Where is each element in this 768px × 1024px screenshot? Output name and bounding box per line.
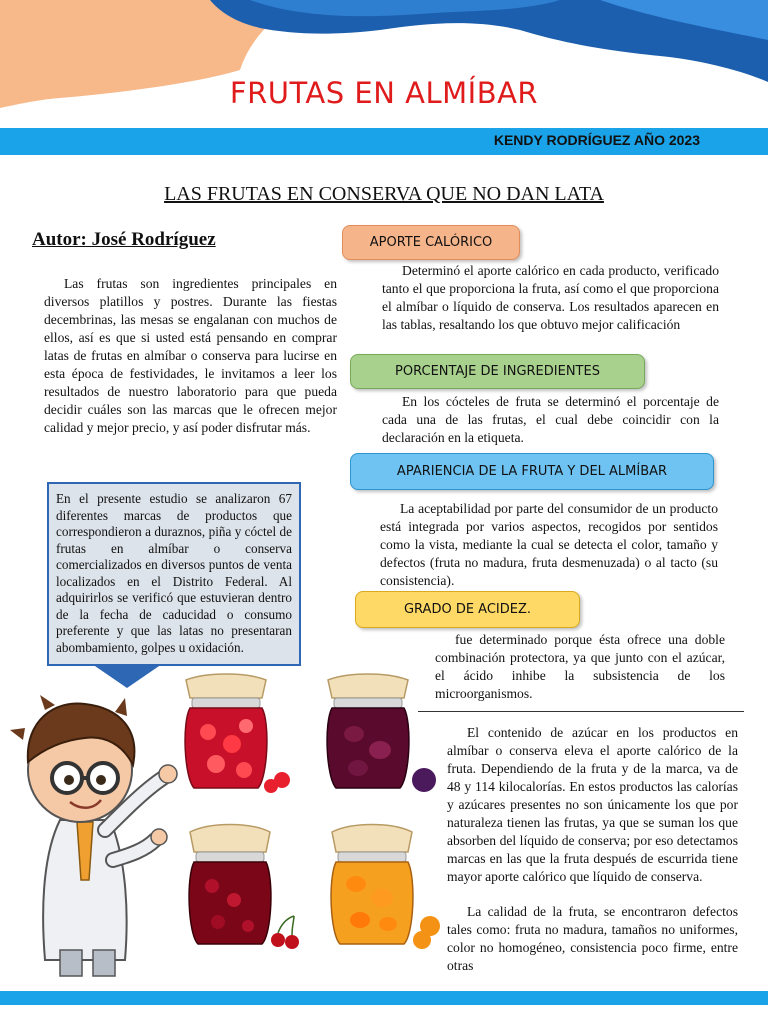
study-callout-box: En el presente estudio se analizaron 67 diferentes marcas de productos que correspondieron a duraznos, piña y cóctel de frutas en almíbar o conserva comercializados en diversos puntos de venta localizados en el Distrito Federal. Al adquirirlos se verificó que estuvieran dentro de la fecha de caducidad o consumo preferente y que las latas no presentaran abombamiento, golpes u oxidación. bbox=[47, 482, 301, 666]
footer-band bbox=[0, 991, 768, 1005]
strawberry-jar bbox=[176, 672, 296, 797]
page-title: FRUTAS EN ALMÍBAR bbox=[229, 76, 539, 110]
tag-aporte-calorico: APORTE CALÓRICO bbox=[342, 225, 520, 260]
plum-jar bbox=[318, 672, 443, 797]
scientist-cartoon bbox=[5, 690, 185, 980]
tag-apariencia: APARIENCIA DE LA FRUTA Y DEL ALMÍBAR bbox=[350, 453, 714, 490]
intro-paragraph: Las frutas son ingredientes principales en diversos platillos y postres. Durante las fiestas decembrinas, las mesas se engalanan con muchos de ellos, así es que si usted está pensando en comprar latas de frutas en almíbar o conserva para lucirse en esta época de festividades, le invitamos a leer los resultados de nuestro laboratorio para que pueda decidir cuáles son las marcas que le ofrecen mejor calidad y mejor precio, y así poder disfrutar más. bbox=[44, 276, 337, 435]
closing-paragraph-1: El contenido de azúcar en los productos en almíbar o conserva eleva el aporte calórico de la fruta. Dependiendo de la fruta y de la marca, va de 48 y 114 kilocalorías. En estos productos las calorías y azúcares presentes no son únicamente los que por naturaleza tienen las frutas, ya que se suman los que absorben del líquido de conserva; por eso detectamos marcas en las que la fruta después de escurrida tiene mayor aporte calórico que líquido de conserva. bbox=[447, 725, 738, 884]
cherry-jar bbox=[176, 822, 306, 957]
article-heading: LAS FRUTAS EN CONSERVA QUE NO DAN LATA bbox=[164, 183, 604, 205]
apricot-jar bbox=[318, 822, 448, 957]
callout-pointer bbox=[90, 664, 170, 690]
section-acidez-text: fue determinado porque ésta ofrece una doble combinación protectora, ya que junto con el azúcar, el ácido inhibe la subsistencia de los microorganismos. bbox=[435, 632, 725, 701]
tag-grado-acidez: GRADO DE ACIDEZ. bbox=[355, 591, 580, 628]
header-decoration bbox=[0, 0, 768, 130]
closing-paragraph-2: La calidad de la fruta, se encontraron defectos tales como: fruta no madura, tamaños no uniformes, color no homogéneo, consistencia poco firme, entre otras bbox=[447, 904, 738, 973]
section-apariencia-text: La aceptabilidad por parte del consumidor de un producto está integrada por varios aspectos, recogidos por sentidos como la vista, mediante la cual se detecta el color, tamaño y defectos (fruta no madura, fruta desmenuzada) o al tacto (su consistencia). bbox=[380, 501, 718, 588]
tag-porcentaje-ingredientes: PORCENTAJE DE INGREDIENTES bbox=[350, 354, 645, 389]
divider-line bbox=[418, 711, 744, 712]
section-aporte-text: Determinó el aporte calórico en cada producto, verificado tanto el que proporciona la fruta, así como el que proporciona el almíbar o líquido de conserva. Los resultados aparecen en las tablas, resaltando los que obtuvo mejor calificación bbox=[382, 263, 719, 332]
section-porcentaje-text: En los cócteles de fruta se determinó el porcentaje de cada una de las frutas, el cual debe coincidir con la declaración en la etiqueta. bbox=[382, 394, 719, 445]
article-author: Autor: José Rodríguez bbox=[32, 229, 216, 250]
byline: KENDY RODRÍGUEZ AÑO 2023 bbox=[493, 132, 700, 148]
